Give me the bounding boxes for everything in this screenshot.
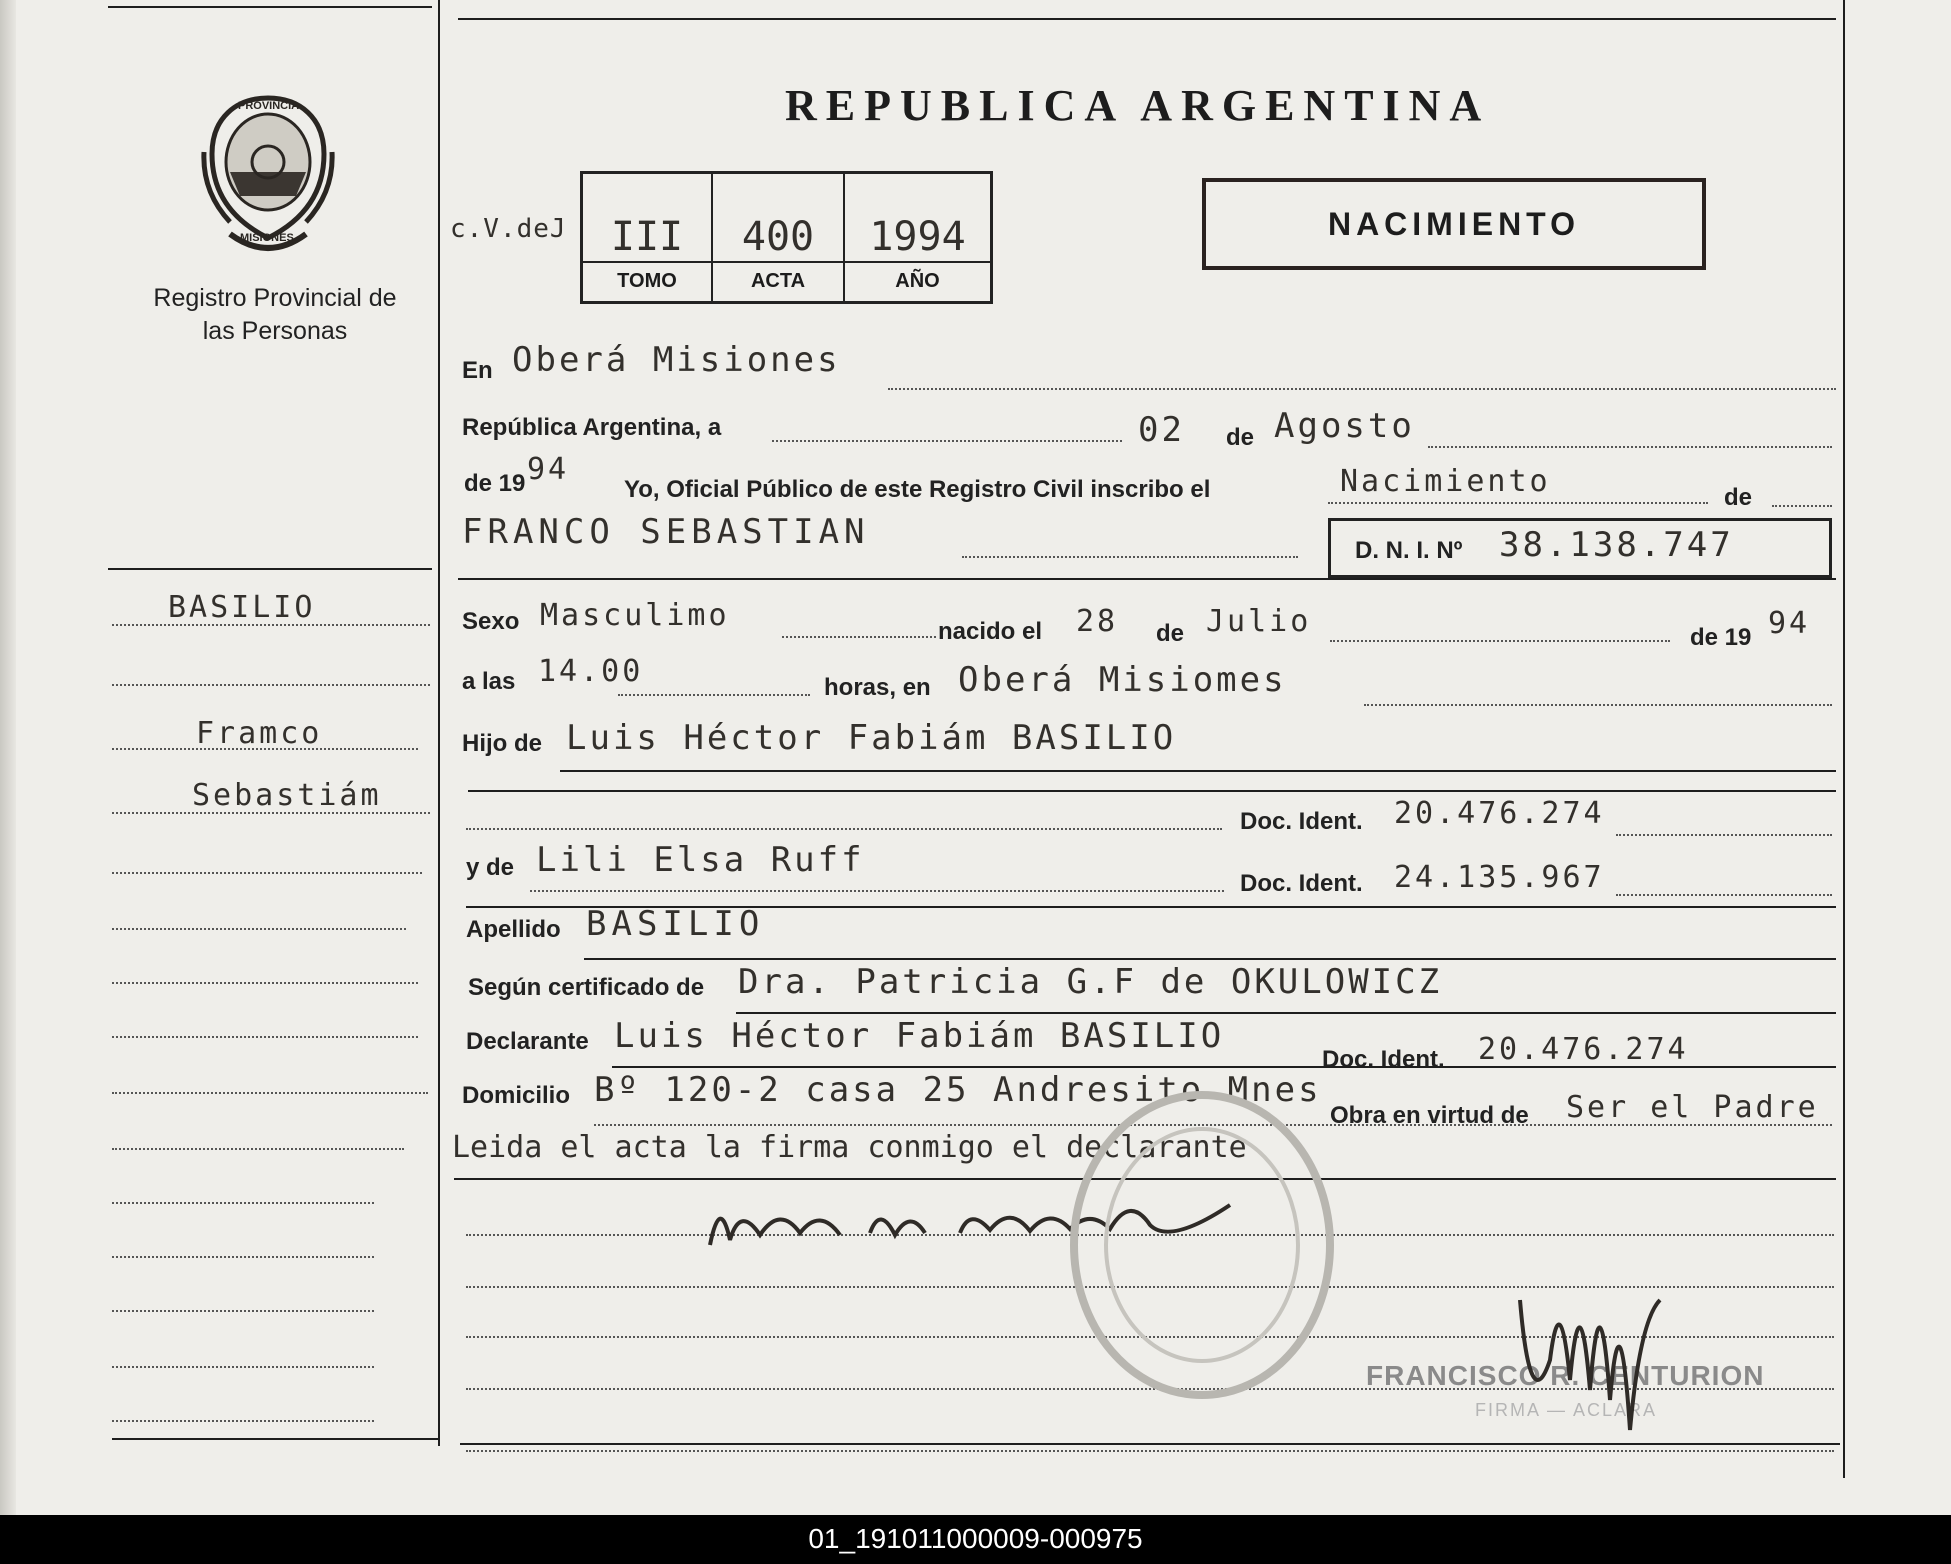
book-edge [0,0,16,1515]
certificado-label: Según certificado de [468,974,705,1001]
de-19-label: de 19 [1690,624,1752,651]
margin-surname: BASILIO [168,590,316,625]
horas-label: horas, en [824,674,931,701]
registration-year-suffix: 94 [527,452,570,487]
birth-place: Oberá Misiomes [958,660,1287,700]
birth-month: Julio [1206,604,1312,639]
child-given-names: FRANCO SEBASTIAN [462,512,870,552]
declarant-name: Luis Héctor Fabiám BASILIO [614,1016,1225,1056]
father-doc-label: Doc. Ident. [1240,808,1363,835]
tomo-label: TOMO [583,261,711,301]
de-label-2: de [1724,484,1753,511]
de-label-1: de [1226,424,1255,451]
seal-text-bottom: MISIONES [240,232,294,244]
acta-cell [713,174,845,301]
a-las-label: a las [462,668,516,695]
declarant-doc-number: 20.476.274 [1478,1032,1689,1067]
column-divider [438,0,440,1446]
tomo-value: III [610,214,684,260]
mother-doc-label: Doc. Ident. [1240,870,1363,897]
apellido-label: Apellido [466,916,561,943]
ano-value: 1994 [869,214,966,260]
inscribe-label: Yo, Oficial Público de este Registro Civil inscribo el [624,476,1211,503]
father-doc-number: 20.476.274 [1394,796,1605,831]
bottom-rule-right [460,1443,1840,1445]
declarant-doc-label: Doc. Ident. [1322,1046,1445,1073]
record-type-label: NACIMIENTO [1327,206,1581,242]
ano-label: AÑO [845,261,990,301]
record-type-box [1202,178,1706,270]
en-label: En [462,357,493,384]
tomo-cell [583,174,713,301]
margin-given-name-1: Framco [196,716,323,751]
margin-note: c.V.deJ [450,214,567,244]
acta-value: 400 [741,214,815,260]
obra-value: Ser el Padre [1566,1090,1819,1125]
registry-name: Registro Provincial de las Personas [153,284,397,345]
image-footer [0,1515,1951,1564]
surname-value: BASILIO [586,904,765,944]
dni-number: 38.138.747 [1499,525,1734,565]
obra-label: Obra en virtud de [1330,1102,1529,1129]
registration-month: Agosto [1274,406,1415,446]
top-rule-right [458,18,1836,20]
address-value: Bº 120-2 casa 25 Andresito Mnes [594,1070,1322,1110]
declarante-label: Declarante [466,1028,589,1055]
bottom-rule-left [112,1438,438,1440]
birth-hour: 14.00 [538,654,644,689]
registry-stamp [1062,1080,1342,1410]
top-rule-left [108,6,432,8]
reading-statement: Leida el acta la firma conmigo el declarante [452,1130,1247,1165]
registration-day: 02 [1138,410,1185,450]
domicilio-label: Domicilio [462,1082,571,1109]
officer-signature [1500,1240,1680,1440]
seal-text-top: PROVINCIA [238,100,300,112]
hijo-label: Hijo de [462,730,543,757]
image-code: 01_191011000009-000975 [808,1523,1143,1554]
birth-year-suffix: 94 [1768,606,1811,641]
sexo-label: Sexo [462,608,520,635]
section-rule [458,578,1836,580]
right-border [1843,0,1845,1478]
place-of-registration: Oberá Misiones [512,340,841,380]
republica-label: República Argentina, a [462,414,722,441]
officer-stamp: FRANCISCO R. CENTURION [1366,1360,1765,1391]
ano-cell [845,174,990,301]
left-section-rule [108,568,432,570]
nacido-label: nacido el [938,618,1043,645]
dni-box [1328,518,1832,578]
certificate-issuer: Dra. Patricia G.F de OKULOWICZ [738,962,1443,1002]
father-name: Luis Héctor Fabiám BASILIO [566,718,1177,758]
birth-day: 28 [1076,604,1119,639]
inscribe-value: Nacimiento [1340,464,1551,499]
margin-given-name-2: Sebastiám [192,778,382,813]
mother-name: Lili Elsa Ruff [536,840,865,880]
de-label-3: de [1156,620,1185,647]
y-de-label: y de [466,854,515,881]
de-year-label: de 19 [464,470,526,497]
dni-label: D. N. I. Nº [1355,537,1463,564]
acta-label: ACTA [713,261,843,301]
sex-value: Masculimo [540,598,730,633]
country-heading: REPUBLICA ARGENTINA [785,81,1491,130]
officer-stamp-subtitle: FIRMA — ACLARA [1475,1400,1658,1420]
record-number-box [580,171,993,304]
mother-doc-number: 24.135.967 [1394,860,1605,895]
